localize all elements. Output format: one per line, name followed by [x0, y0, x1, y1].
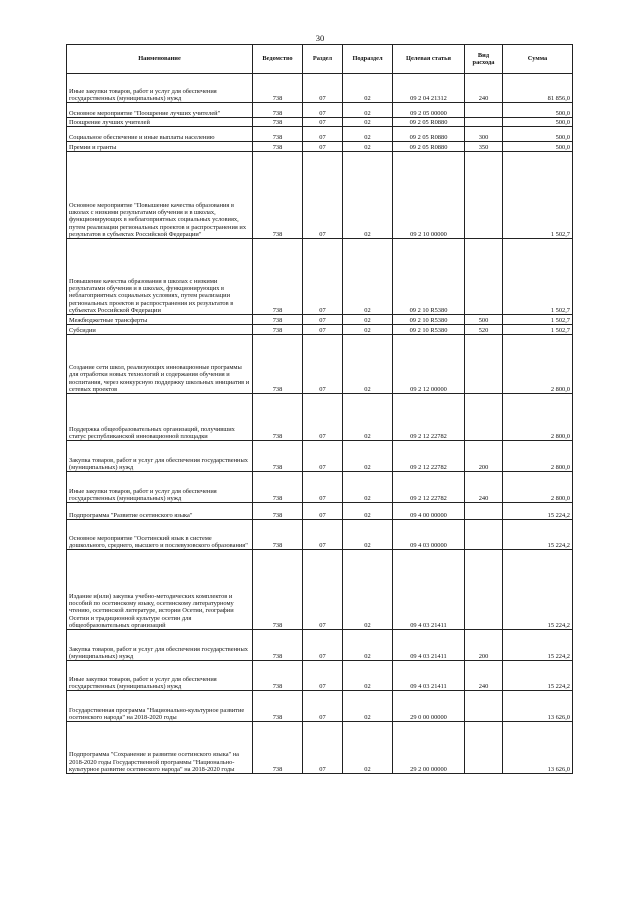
- row-subsection-cell: 02: [343, 142, 393, 152]
- row-expense-type-cell: [465, 691, 503, 722]
- row-name-cell: Субсидии: [67, 325, 253, 335]
- row-subsection-cell: 02: [343, 239, 393, 315]
- row-target-item-cell: 09 2 04 21312: [393, 74, 465, 103]
- row-subsection-cell: 02: [343, 691, 393, 722]
- row-subsection-cell: 02: [343, 74, 393, 103]
- column-header-sum: Сумма: [503, 45, 573, 74]
- table-row: [67, 239, 573, 315]
- row-department-cell: 738: [253, 142, 303, 152]
- table-row: [67, 441, 573, 472]
- row-section-cell: 07: [303, 325, 343, 335]
- row-department-cell: 738: [253, 503, 303, 520]
- row-name-cell: Премии и гранты: [67, 142, 253, 152]
- row-target-item-cell: 09 2 10 00000: [393, 152, 465, 239]
- table-row: [67, 691, 573, 722]
- row-department-cell: 738: [253, 335, 303, 394]
- row-name-cell: Закупка товаров, работ и услуг для обеспечения государственных (муниципальных) нужд: [67, 630, 253, 661]
- row-name-cell: Подпрограмма "Развитие осетинского языка": [67, 503, 253, 520]
- row-expense-type-cell: [465, 239, 503, 315]
- row-name-cell: Социальное обеспечение и иные выплаты населению: [67, 127, 253, 142]
- row-subsection-cell: 02: [343, 103, 393, 118]
- row-target-item-cell: 09 4 03 00000: [393, 520, 465, 550]
- row-section-cell: 07: [303, 722, 343, 774]
- row-name-cell: Издание и(или) закупка учебно-методических комплектов и пособий по осетинскому языку, осетинскому литературному чтению, осетинской литературе, истории Осетии, географии Осетии и традиционной культуре осетин для общеобразовательных организаций: [67, 550, 253, 630]
- table-row: [67, 335, 573, 394]
- row-expense-type-cell: [465, 394, 503, 441]
- row-department-cell: 738: [253, 630, 303, 661]
- row-section-cell: 07: [303, 661, 343, 691]
- row-name-cell: Иные закупки товаров, работ и услуг для обеспечения государственных (муниципальных) нужд: [67, 472, 253, 503]
- row-subsection-cell: 02: [343, 325, 393, 335]
- row-sum-cell: 2 800,0: [503, 472, 573, 503]
- row-section-cell: 07: [303, 472, 343, 503]
- row-department-cell: 738: [253, 394, 303, 441]
- row-target-item-cell: 09 2 10 R5380: [393, 325, 465, 335]
- row-expense-type-cell: 520: [465, 325, 503, 335]
- row-target-item-cell: 09 2 10 R5380: [393, 239, 465, 315]
- column-header-name: Наименование: [67, 45, 253, 74]
- row-name-cell: Межбюджетные трансферты: [67, 315, 253, 325]
- column-header-department: Ведомство: [253, 45, 303, 74]
- row-department-cell: 738: [253, 118, 303, 127]
- row-department-cell: 738: [253, 74, 303, 103]
- row-sum-cell: 15 224,2: [503, 630, 573, 661]
- row-department-cell: 738: [253, 691, 303, 722]
- row-subsection-cell: 02: [343, 118, 393, 127]
- row-target-item-cell: 09 4 00 00000: [393, 503, 465, 520]
- table-body: [67, 74, 573, 774]
- row-target-item-cell: 09 2 05 R0880: [393, 142, 465, 152]
- table-row: [67, 118, 573, 127]
- page-number: 30: [315, 33, 325, 43]
- row-subsection-cell: 02: [343, 315, 393, 325]
- row-target-item-cell: 09 2 05 R0880: [393, 127, 465, 142]
- row-sum-cell: 15 224,2: [503, 661, 573, 691]
- row-target-item-cell: 29 2 00 00000: [393, 722, 465, 774]
- row-subsection-cell: 02: [343, 394, 393, 441]
- row-target-item-cell: 29 0 00 00000: [393, 691, 465, 722]
- row-section-cell: 07: [303, 503, 343, 520]
- row-name-cell: Поощрение лучших учителей: [67, 118, 253, 127]
- row-sum-cell: 500,0: [503, 118, 573, 127]
- row-name-cell: Основное мероприятие "Осетинский язык в системе дошкольного, среднего, высшего и послевузовского образования": [67, 520, 253, 550]
- row-expense-type-cell: 240: [465, 661, 503, 691]
- row-expense-type-cell: [465, 118, 503, 127]
- row-subsection-cell: 02: [343, 503, 393, 520]
- row-section-cell: 07: [303, 394, 343, 441]
- table-row: [67, 472, 573, 503]
- row-name-cell: Основное мероприятие "Поощрение лучших учителей": [67, 103, 253, 118]
- column-header-section: Раздел: [303, 45, 343, 74]
- row-expense-type-cell: 240: [465, 472, 503, 503]
- row-department-cell: 738: [253, 152, 303, 239]
- row-sum-cell: 13 626,0: [503, 722, 573, 774]
- row-subsection-cell: 02: [343, 152, 393, 239]
- table-row: [67, 661, 573, 691]
- table-row: [67, 722, 573, 774]
- row-subsection-cell: 02: [343, 472, 393, 503]
- row-subsection-cell: 02: [343, 630, 393, 661]
- table-row: [67, 394, 573, 441]
- row-name-cell: Повышение качества образования в школах с низкими результатами обучения и в школах, функционирующих в неблагоприятных социальных условиях, путем реализации региональных проектов и распространения их результатов в субъектах Российской Федерации: [67, 239, 253, 315]
- row-section-cell: 07: [303, 691, 343, 722]
- row-section-cell: 07: [303, 630, 343, 661]
- row-name-cell: Подпрограмма "Сохранение и развитие осетинского языка" на 2018-2020 годы Государственной программы "Национально-культурное развитие осетинского народа" на 2018-2020 годы: [67, 722, 253, 774]
- row-expense-type-cell: [465, 722, 503, 774]
- table-row: [67, 520, 573, 550]
- row-name-cell: Закупка товаров, работ и услуг для обеспечения государственных (муниципальных) нужд: [67, 441, 253, 472]
- row-subsection-cell: 02: [343, 520, 393, 550]
- row-name-cell: Поддержка общеобразовательных организаций, получивших статус республиканской инновационной площадки: [67, 394, 253, 441]
- row-department-cell: 738: [253, 127, 303, 142]
- row-expense-type-cell: 500: [465, 315, 503, 325]
- row-target-item-cell: 09 2 05 00000: [393, 103, 465, 118]
- row-expense-type-cell: 350: [465, 142, 503, 152]
- row-expense-type-cell: 300: [465, 127, 503, 142]
- row-name-cell: Создание сети школ, реализующих инновационные программы для отработки новых технологий и содержания обучения и воспитания, через конкурсную поддержку школьных инициатив и сетевых проектов: [67, 335, 253, 394]
- column-header-target-item: Целевая статья: [393, 45, 465, 74]
- row-department-cell: 738: [253, 441, 303, 472]
- row-subsection-cell: 02: [343, 441, 393, 472]
- row-target-item-cell: 09 4 03 21411: [393, 630, 465, 661]
- row-subsection-cell: 02: [343, 127, 393, 142]
- row-subsection-cell: 02: [343, 722, 393, 774]
- row-target-item-cell: 09 2 05 R0880: [393, 118, 465, 127]
- row-section-cell: 07: [303, 142, 343, 152]
- row-sum-cell: 1 502,7: [503, 325, 573, 335]
- row-sum-cell: 1 502,7: [503, 239, 573, 315]
- row-expense-type-cell: [465, 520, 503, 550]
- table-row: [67, 152, 573, 239]
- row-department-cell: 738: [253, 722, 303, 774]
- row-expense-type-cell: [465, 152, 503, 239]
- row-section-cell: 07: [303, 315, 343, 325]
- row-sum-cell: 13 626,0: [503, 691, 573, 722]
- table-row: [67, 503, 573, 520]
- row-expense-type-cell: [465, 103, 503, 118]
- row-subsection-cell: 02: [343, 661, 393, 691]
- table-row: [67, 630, 573, 661]
- row-department-cell: 738: [253, 325, 303, 335]
- row-department-cell: 738: [253, 103, 303, 118]
- row-section-cell: 07: [303, 152, 343, 239]
- row-target-item-cell: 09 2 12 22782: [393, 472, 465, 503]
- row-department-cell: 738: [253, 661, 303, 691]
- row-department-cell: 738: [253, 315, 303, 325]
- row-sum-cell: 1 502,7: [503, 152, 573, 239]
- row-section-cell: 07: [303, 441, 343, 472]
- row-expense-type-cell: 240: [465, 74, 503, 103]
- row-sum-cell: 81 856,0: [503, 74, 573, 103]
- row-name-cell: Государственная программа "Национально-культурное развитие осетинского народа" на 2018-2020 годы: [67, 691, 253, 722]
- budget-table: [66, 44, 573, 774]
- row-sum-cell: 500,0: [503, 142, 573, 152]
- row-sum-cell: 2 800,0: [503, 441, 573, 472]
- column-header-subsection: Подраздел: [343, 45, 393, 74]
- row-sum-cell: 2 800,0: [503, 394, 573, 441]
- row-sum-cell: 500,0: [503, 127, 573, 142]
- row-target-item-cell: 09 4 03 21411: [393, 550, 465, 630]
- row-department-cell: 738: [253, 550, 303, 630]
- row-section-cell: 07: [303, 335, 343, 394]
- table-row: [67, 103, 573, 118]
- row-target-item-cell: 09 2 10 R5380: [393, 315, 465, 325]
- row-expense-type-cell: [465, 335, 503, 394]
- table-header-row: [67, 45, 573, 74]
- row-section-cell: 07: [303, 103, 343, 118]
- table-row: [67, 315, 573, 325]
- row-name-cell: Основное мероприятие "Повышение качества образования в школах с низкими результатами обучения и в школах, функционирующих в неблагоприятных социальных условиях, путем реализации региональных проектов и распространения их результатов в субъектах Российской Федерации": [67, 152, 253, 239]
- row-name-cell: Иные закупки товаров, работ и услуг для обеспечения государственных (муниципальных) нужд: [67, 661, 253, 691]
- row-section-cell: 07: [303, 239, 343, 315]
- row-expense-type-cell: [465, 550, 503, 630]
- table-row: [67, 127, 573, 142]
- row-sum-cell: 15 224,2: [503, 520, 573, 550]
- row-subsection-cell: 02: [343, 335, 393, 394]
- row-expense-type-cell: 200: [465, 630, 503, 661]
- row-expense-type-cell: 200: [465, 441, 503, 472]
- column-header-expense-type: Вид расхода: [465, 45, 503, 74]
- table-row: [67, 142, 573, 152]
- table-row: [67, 550, 573, 630]
- table-row: [67, 325, 573, 335]
- row-section-cell: 07: [303, 520, 343, 550]
- row-sum-cell: 2 800,0: [503, 335, 573, 394]
- row-target-item-cell: 09 2 12 22782: [393, 394, 465, 441]
- row-section-cell: 07: [303, 74, 343, 103]
- table-row: [67, 74, 573, 103]
- row-expense-type-cell: [465, 503, 503, 520]
- row-target-item-cell: 09 4 03 21411: [393, 661, 465, 691]
- row-sum-cell: 15 224,2: [503, 550, 573, 630]
- row-section-cell: 07: [303, 118, 343, 127]
- row-section-cell: 07: [303, 127, 343, 142]
- row-subsection-cell: 02: [343, 550, 393, 630]
- row-target-item-cell: 09 2 12 00000: [393, 335, 465, 394]
- row-department-cell: 738: [253, 239, 303, 315]
- row-department-cell: 738: [253, 472, 303, 503]
- row-sum-cell: 500,0: [503, 103, 573, 118]
- row-target-item-cell: 09 2 12 22782: [393, 441, 465, 472]
- row-name-cell: Иные закупки товаров, работ и услуг для обеспечения государственных (муниципальных) нужд: [67, 74, 253, 103]
- row-department-cell: 738: [253, 520, 303, 550]
- row-sum-cell: 15 224,2: [503, 503, 573, 520]
- row-sum-cell: 1 502,7: [503, 315, 573, 325]
- row-section-cell: 07: [303, 550, 343, 630]
